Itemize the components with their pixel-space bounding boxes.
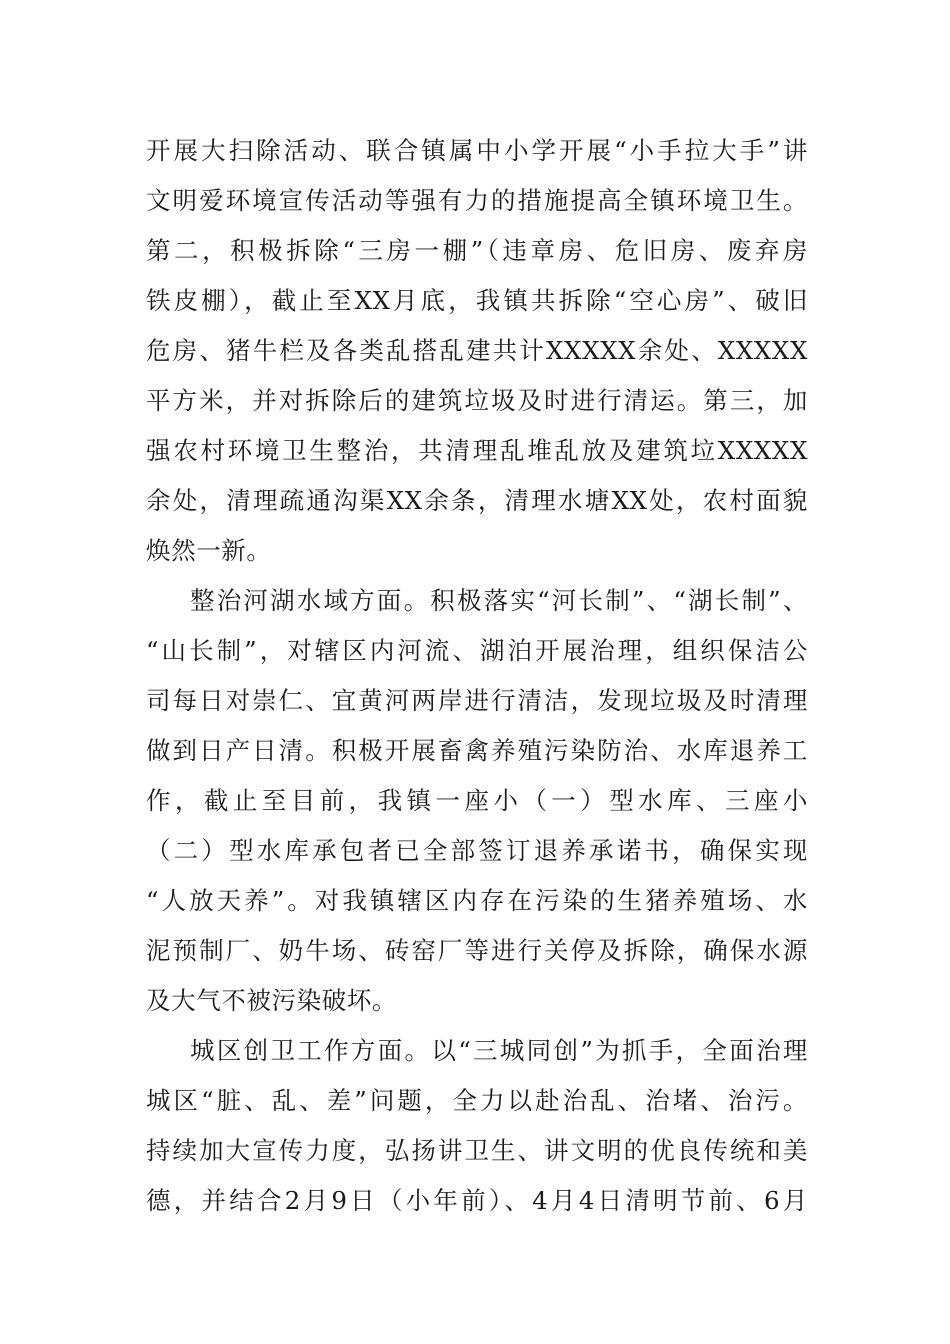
text-line: 强农村环境卫生整治，共清理乱堆乱放及建筑垃XXXXX: [146, 436, 808, 465]
text-line-last: 及大气不被污染破坏。: [146, 986, 397, 1015]
text-line: 持续加大宣传力度，弘扬讲卫生、讲文明的优良传统和美: [146, 1136, 808, 1165]
text-line: “人放天养”。对我镇辖区内存在污染的生猪养殖场、水: [146, 886, 808, 915]
text-line: 司每日对崇仁、宜黄河两岸进行清洁，发现垃圾及时清理: [146, 686, 808, 715]
text-line: 德，并结合2月9日（小年前）、4月4日清明节前、6月: [146, 1186, 808, 1215]
paragraph-first-line: 城区创卫工作方面。以“三城同创”为抓手，全面治理: [190, 1036, 808, 1065]
text-line: 泥预制厂、奶牛场、砖窑厂等进行关停及拆除，确保水源: [146, 936, 808, 965]
paragraph-first-line: 整治河湖水域方面。积极落实“河长制”、“湖长制”、: [190, 586, 808, 615]
text-line: 第二，积极拆除“三房一棚”（违章房、危旧房、废弃房: [146, 236, 808, 265]
text-line: 作，截止至目前，我镇一座小（一）型水库、三座小: [146, 786, 808, 815]
text-line: 危房、猪牛栏及各类乱搭乱建共计XXXXX余处、XXXXX: [146, 336, 808, 365]
text-line-last: 焕然一新。: [146, 536, 272, 565]
text-line: “山长制”，对辖区内河流、湖泊开展治理，组织保洁公: [146, 636, 808, 665]
text-line: 铁皮棚），截止至XX月底，我镇共拆除“空心房”、破旧: [146, 286, 808, 315]
text-line: 余处，清理疏通沟渠XX余条，清理水塘XX处，农村面貌: [146, 486, 808, 515]
text-line: 城区“脏、乱、差”问题，全力以赴治乱、治堵、治污。: [146, 1086, 808, 1115]
body-text: [146, 126, 808, 1226]
text-line: 做到日产日清。积极开展畜禽养殖污染防治、水库退养工: [146, 736, 808, 765]
text-line: 文明爱环境宣传活动等强有力的措施提高全镇环境卫生。: [146, 186, 808, 215]
text-line: 开展大扫除活动、联合镇属中小学开展“小手拉大手”讲: [146, 136, 808, 165]
text-line: 平方米，并对拆除后的建筑垃圾及时进行清运。第三，加: [146, 386, 808, 415]
text-line: （二）型水库承包者已全部签订退养承诺书，确保实现: [146, 836, 808, 865]
